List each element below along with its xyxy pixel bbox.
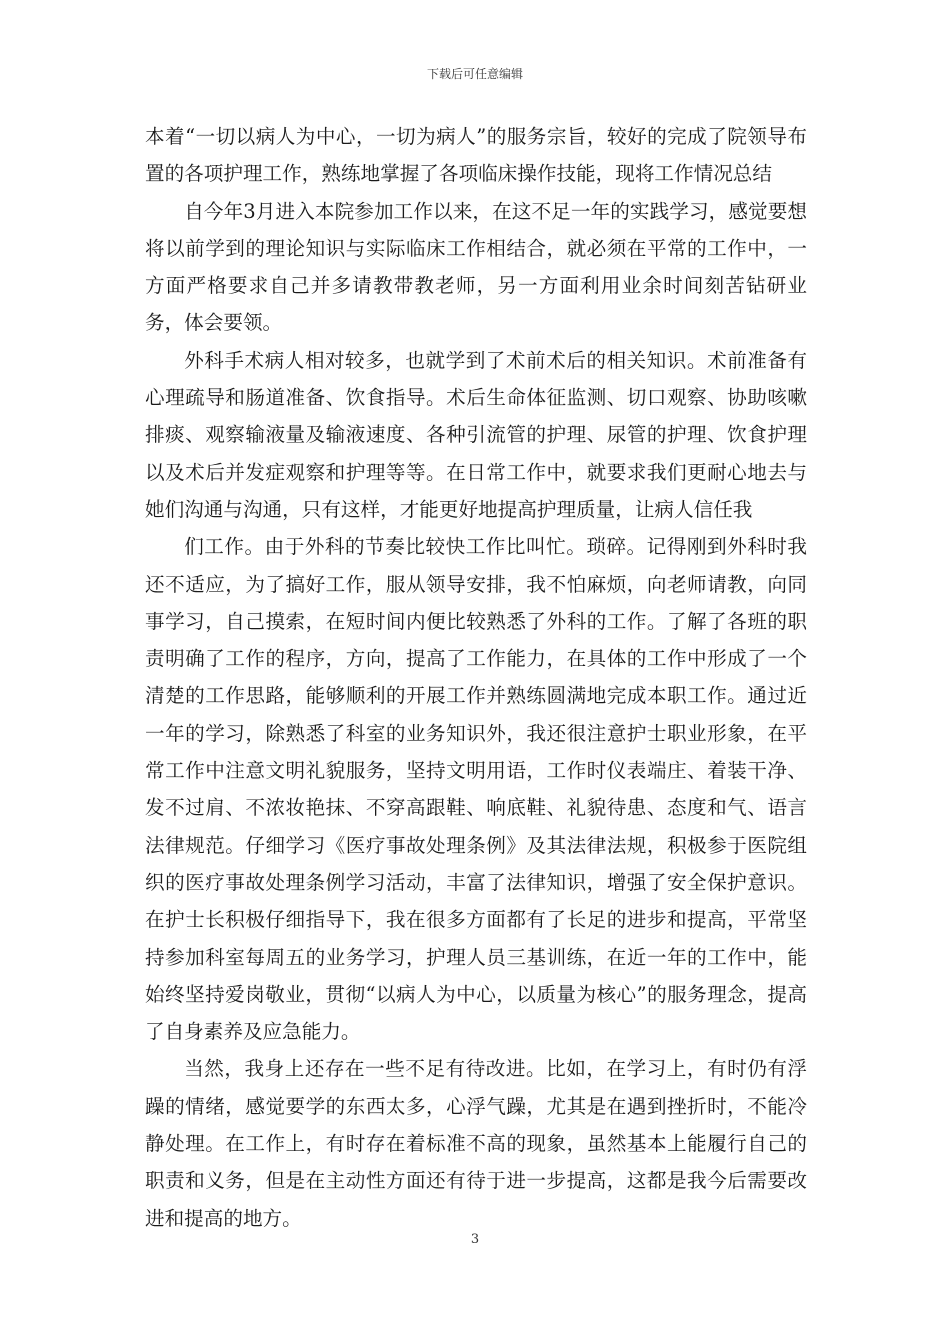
paragraph-4: 们工作。由于外科的节奏比较快工作比叫忙。琐碎。记得刚到外科时我还不适应，为了搞好工作，服从领导安排，我不怕麻烦，向老师请教，向同事学习，自己摸索，在短时间内便比较熟悉了外科的工作。了解了各班的职责明确了工作的程序，方向，提高了工作能力，在具体的工作中形成了一个清楚的工作思路，能够顺利的开展工作并熟练圆满地完成本职工作。通过近一年的学习，除熟悉了科室的业务知识外，我还很注意护士职业形象，在平常工作中注意文明礼貌服务，坚持文明用语，工作时仪表端庄、着装干净、发不过肩、不浓妆艳抹、不穿高跟鞋、响底鞋、礼貌待患、态度和气、语言法律规范。仔细学习《医疗事故处理条例》及其法律法规，积极参于医院组织的医疗事故处理条例学习活动，丰富了法律知识，增强了安全保护意识。在护士长积极仔细指导下，我在很多方面都有了长足的进步和提高，平常坚持参加科室每周五的业务学习，护理人员三基训练，在近一年的工作中，能始终坚持爱岗敬业，贯彻“以病人为中心，以质量为核心”的服务理念，提高了自身素养及应急能力。 — [145, 535, 807, 1044]
page-number: 3 — [470, 1232, 480, 1247]
document-body — [145, 118, 807, 1237]
paragraph-3: 外科手术病人相对较多，也就学到了术前术后的相关知识。术前准备有心理疏导和肠道准备、饮食指导。术后生命体征监测、切口观察、协助咳嗽排痰、观察输液量及输液速度、各种引流管的护理、尿管的护理、饮食护理以及术后并发症观察和护理等等。在日常工作中，就要求我们更耐心地去与她们沟通与沟通，只有这样，才能更好地提高护理质量，让病人信任我 — [145, 348, 807, 521]
header-note: 下载后可任意编辑 — [426, 67, 523, 81]
paragraph-1: 本着“一切以病人为中心，一切为病人”的服务宗旨，较好的完成了院领导布置的各项护理工作，熟练地掌握了各项临床操作技能，现将工作情况总结 — [145, 125, 807, 186]
paragraph-5: 当然，我身上还存在一些不足有待改进。比如，在学习上，有时仍有浮躁的情绪，感觉要学的东西太多，心浮气躁，尤其是在遇到挫折时，不能冷静处理。在工作上，有时存在着标准不高的现象，虽然基本上能履行自己的职责和义务，但是在主动性方面还有待于进一步提高，这都是我今后需要改进和提高的地方。 — [145, 1057, 807, 1230]
paragraph-2: 自今年3月进入本院参加工作以来，在这不足一年的实践学习，感觉要想将以前学到的理论知识与实际临床工作相结合，就必须在平常的工作中，一方面严格要求自己并多请教带教老师，另一方面利用业余时间刻苦钻研业务，体会要领。 — [145, 199, 807, 335]
